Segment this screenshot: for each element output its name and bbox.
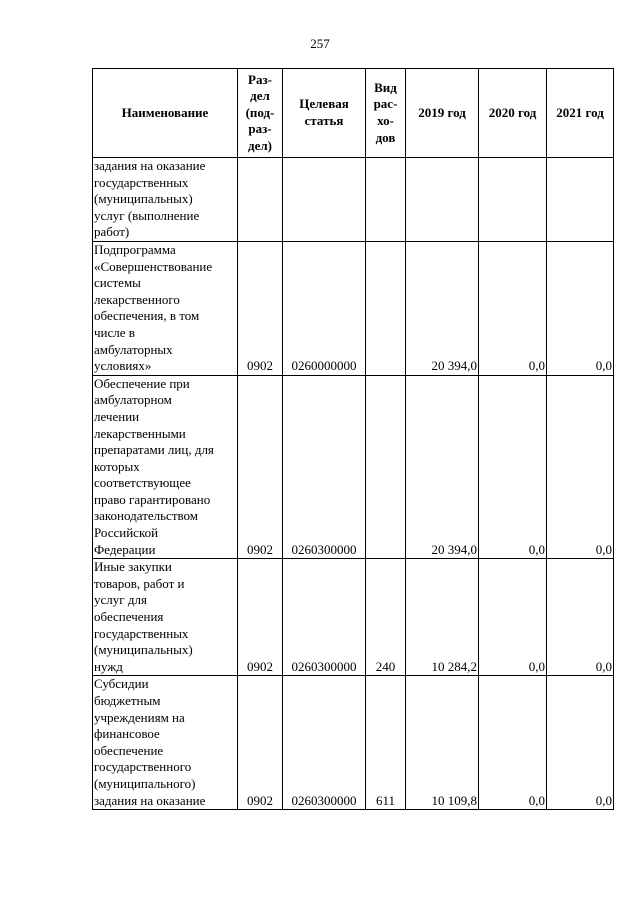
row-target: 0260300000 [283, 676, 366, 810]
row-name: задания на оказание государственных (муниципальных) услуг (выполнение работ) [93, 158, 238, 242]
row-section: 0902 [238, 559, 283, 676]
row-2021: 0,0 [547, 241, 614, 375]
row-2021: 0,0 [547, 676, 614, 810]
table-row [93, 559, 614, 676]
header-target: Целевая статья [283, 69, 366, 158]
budget-table [92, 68, 614, 810]
row-2020: 0,0 [479, 559, 547, 676]
row-target: 0260300000 [283, 375, 366, 559]
row-2020: 0,0 [479, 676, 547, 810]
row-expense-type [366, 241, 406, 375]
header-2021: 2021 год [547, 69, 614, 158]
header-expense-type: Вид рас- хо- дов [366, 69, 406, 158]
row-section: 0902 [238, 241, 283, 375]
header-name: Наименование [93, 69, 238, 158]
row-target [283, 158, 366, 242]
row-expense-type: 611 [366, 676, 406, 810]
row-section: 0902 [238, 375, 283, 559]
row-2021: 0,0 [547, 559, 614, 676]
header-2020: 2020 год [479, 69, 547, 158]
row-expense-type: 240 [366, 559, 406, 676]
table-row [93, 676, 614, 810]
row-expense-type [366, 158, 406, 242]
row-2020: 0,0 [479, 241, 547, 375]
header-section: Раз- дел (под- раз- дел) [238, 69, 283, 158]
row-section: 0902 [238, 676, 283, 810]
row-2019: 20 394,0 [406, 375, 479, 559]
row-2020: 0,0 [479, 375, 547, 559]
table-row [93, 241, 614, 375]
row-2021: 0,0 [547, 375, 614, 559]
row-expense-type [366, 375, 406, 559]
page-number: 257 [310, 36, 330, 51]
row-name: Обеспечение при амбулаторном лечении лекарственными препаратами лиц, для которых соответствующее право гарантировано законодательством Российской Федерации [93, 375, 238, 559]
row-2019 [406, 158, 479, 242]
row-2019: 10 109,8 [406, 676, 479, 810]
row-2020 [479, 158, 547, 242]
row-2019: 20 394,0 [406, 241, 479, 375]
row-target: 0260300000 [283, 559, 366, 676]
row-2021 [547, 158, 614, 242]
row-name: Субсидии бюджетным учреждениям на финансовое обеспечение государственного (муниципального) задания на оказание [93, 676, 238, 810]
table-header-row [93, 69, 614, 158]
table-row [93, 158, 614, 242]
row-target: 0260000000 [283, 241, 366, 375]
row-section [238, 158, 283, 242]
header-2019: 2019 год [406, 69, 479, 158]
row-name: Подпрограмма «Совершенствование системы лекарственного обеспечения, в том числе в амбулаторных условиях» [93, 241, 238, 375]
row-name: Иные закупки товаров, работ и услуг для обеспечения государственных (муниципальных) нужд [93, 559, 238, 676]
table-row [93, 375, 614, 559]
row-2019: 10 284,2 [406, 559, 479, 676]
